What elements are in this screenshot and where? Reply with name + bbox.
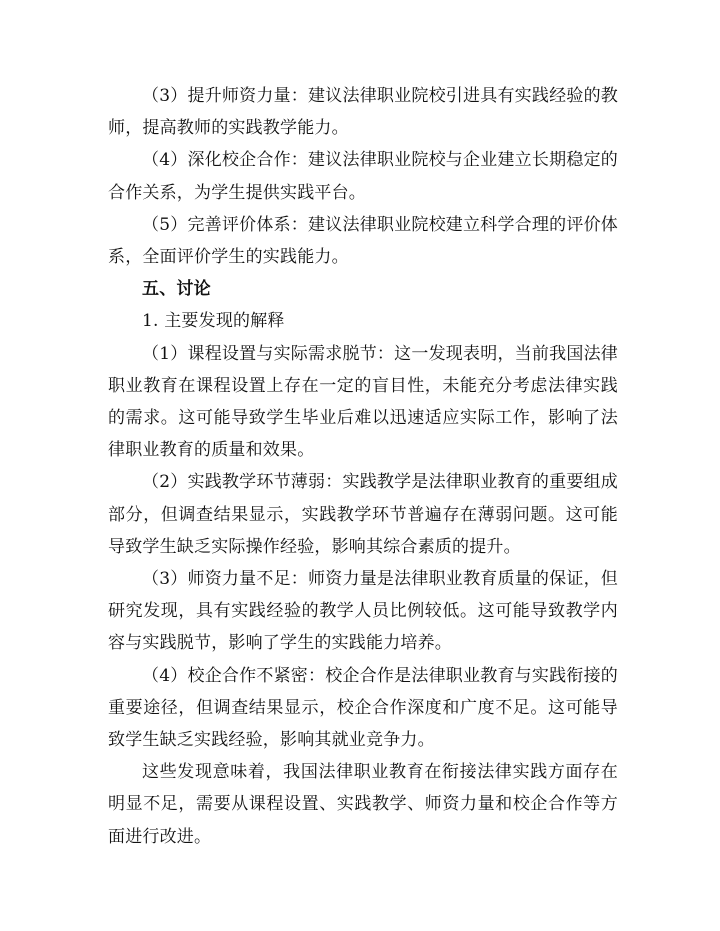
conclusion-paragraph: 这些发现意味着，我国法律职业教育在衔接法律实践方面存在明显不足，需要从课程设置、实践教学、师资力量和校企合作等方面进行改进。 — [108, 762, 618, 847]
finding-2: （2）实践教学环节薄弱：实践教学是法律职业教育的重要组成部分，但调查结果显示，实践教学环节普遍存在薄弱问题。这可能导致学生缺乏实际操作经验，影响其综合素质的提升。 — [108, 472, 618, 557]
finding-1: （1）课程设置与实际需求脱节：这一发现表明，当前我国法律职业教育在课程设置上存在一定的盲目性，未能充分考虑法律实践的需求。这可能导致学生毕业后难以迅速适应实际工作，影响了法律职业教育的质量和效果。 — [108, 343, 618, 461]
subsection-heading: 1. 主要发现的解释 — [142, 311, 285, 332]
section-heading: 五、讨论 — [142, 279, 211, 300]
finding-4: （4）校企合作不紧密：校企合作是法律职业教育与实践衔接的重要途径，但调查结果显示，校企合作深度和广度不足。这可能导致学生缺乏实践经验，影响其就业竞争力。 — [108, 665, 618, 751]
recommendation-5: （5）完善评价体系：建议法律职业院校建立科学合理的评价体系，全面评价学生的实践能力。 — [108, 214, 618, 268]
finding-3: （3）师资力量不足：师资力量是法律职业教育质量的保证，但研究发现，具有实践经验的教学人员比例较低。这可能导致教学内容与实践脱节，影响了学生的实践能力培养。 — [108, 569, 618, 654]
recommendation-3: （3）提升师资力量：建议法律职业院校引进具有实践经验的教师，提高教师的实践教学能力。 — [108, 86, 618, 139]
document-body — [108, 80, 618, 853]
recommendation-4: （4）深化校企合作：建议法律职业院校与企业建立长期稳定的合作关系，为学生提供实践平台。 — [108, 150, 618, 203]
